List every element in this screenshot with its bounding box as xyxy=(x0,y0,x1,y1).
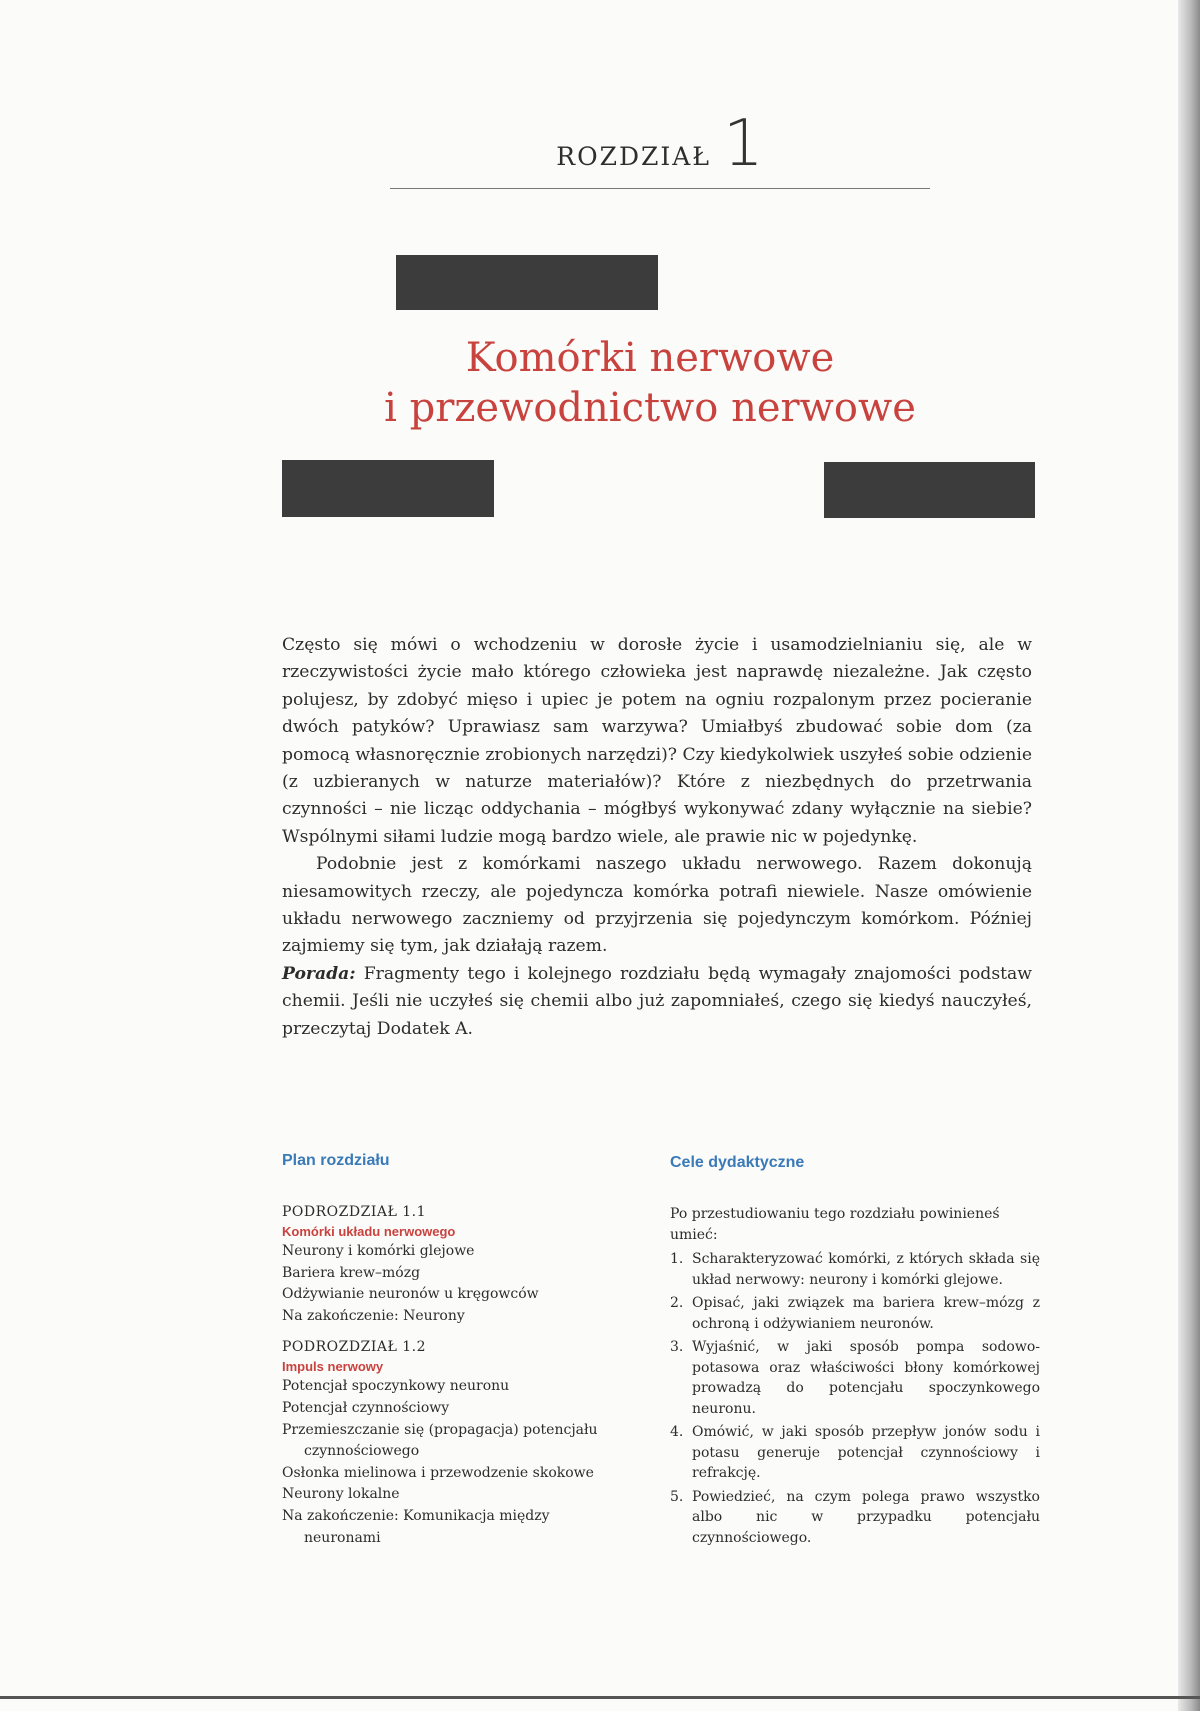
section-topics xyxy=(282,1376,622,1549)
goals-heading: Cele dydaktyczne xyxy=(670,1154,805,1171)
plan-item: Neurony i komórki glejowe xyxy=(282,1243,475,1259)
tip-text: Fragmenty tego i kolejnego rozdziału będą wymagały znajomości podstaw chemii. Jeśli nie uczyłeś się chemii albo już zapomniałeś, czego się kiedyś nauczyłeś, przeczytaj Dodatek A. xyxy=(282,963,1032,1039)
page-edge-shadow xyxy=(1178,0,1200,1711)
intro-paragraph-1: Często się mówi o wchodzeniu w dorosłe życie i usamodzielnianiu się, ale w rzeczywistości życie mało którego człowieka jest naprawdę niezależne. Jak często polujesz, by zdobyć mięso i upiec je potem na ogniu rozpalonym przez pocieranie dwóch patyków? Uprawiasz sam warzywa? Umiałbyś zbudować sobie dom (za pomocą własnoręcznie zrobionych narzędzi)? Czy kiedykolwiek uszyłeś sobie odzienie (z uzbieranych w naturze materiałów)? Które z niezbędnych do przetrwania czynności – nie licząc oddychania – mógłbyś wykonywać zdany wyłącznie na siebie? Wspólnymi siłami ludzie mogą bardzo wiele, ale prawie nic w pojedynkę. xyxy=(282,635,1032,847)
redaction-block-left xyxy=(282,460,494,517)
goal-text: Wyjaśnić, w jaki sposób pompa sodowo-potasowa oraz właściwości błony komórkowej prowadzą do potencjału spoczynkowego neuronu. xyxy=(692,1339,1040,1417)
goals-list xyxy=(670,1249,1040,1548)
goal-number: 1. xyxy=(670,1251,684,1267)
section-label: PODROZDZIAŁ 1.2 xyxy=(282,1339,427,1356)
plan-heading: Plan rozdziału xyxy=(282,1152,390,1169)
section-title: Impuls nerwowy xyxy=(282,1359,384,1375)
chapter-label: ROZDZIAŁ xyxy=(556,142,712,171)
intro-paragraph-2: Podobnie jest z komórkami naszego układu nerwowego. Razem dokonują niesamowitych rzeczy, ale pojedyncza komórka potrafi niewiele. Nasze omówienie układu nerwowego zaczniemy od przyjrzenia się pojedynczym komórkom. Później zajmiemy się tym, jak działają razem. xyxy=(282,854,1032,957)
intro-text xyxy=(282,632,1032,1043)
redaction-block-right xyxy=(824,462,1035,518)
goal-item xyxy=(670,1249,1040,1290)
plan-item: Na zakończenie: Komunikacja między neuronami xyxy=(282,1507,550,1546)
section-label: PODROZDZIAŁ 1.1 xyxy=(282,1204,427,1220)
chapter-title-line-1: Komórki nerwowe xyxy=(465,335,835,381)
learning-goals xyxy=(670,1154,1040,1551)
goals-intro: Po przestudiowaniu tego rozdziału powinieneś umieć: xyxy=(670,1206,1000,1243)
goal-item xyxy=(670,1337,1040,1419)
plan-item: Osłonka mielinowa i przewodzenie skokowe xyxy=(282,1464,594,1481)
chapter-heading xyxy=(390,107,930,181)
chapter-rule xyxy=(390,188,930,189)
section-topics xyxy=(282,1241,622,1327)
intro-tip xyxy=(282,961,1032,1043)
plan-item: Bariera krew–mózg xyxy=(282,1264,421,1281)
plan-item: Neurony lokalne xyxy=(282,1486,400,1503)
goal-number: 5. xyxy=(670,1488,684,1505)
goal-item xyxy=(670,1293,1040,1334)
goal-text: Scharakteryzować komórki, z których składa się układ nerwowy: neurony i komórki glejowe. xyxy=(692,1251,1040,1288)
goal-number: 2. xyxy=(670,1295,684,1311)
plan-item: Przemieszczanie się (propagacja) potencjału czynnościowego xyxy=(282,1421,598,1460)
goal-text: Omówić, w jaki sposób przepływ jonów sodu i potasu generuje potencjał czynnościowy i refrakcję. xyxy=(692,1424,1040,1481)
goal-item xyxy=(670,1422,1040,1484)
goal-number: 3. xyxy=(670,1339,684,1355)
goal-item xyxy=(670,1487,1040,1549)
redaction-block-top xyxy=(396,255,658,310)
scan-bottom-edge xyxy=(0,1696,1200,1699)
plan-item: Na zakończenie: Neurony xyxy=(282,1307,465,1324)
chapter-plan xyxy=(282,1152,622,1559)
plan-item: Potencjał spoczynkowy neuronu xyxy=(282,1378,510,1395)
chapter-title xyxy=(250,333,1050,433)
goal-text: Powiedzieć, na czym polega prawo wszystko albo nic w przypadku potencjału czynnościowego. xyxy=(692,1488,1040,1546)
plan-item: Potencjał czynnościowy xyxy=(282,1399,450,1416)
section-title: Komórki układu nerwowego xyxy=(282,1224,456,1239)
chapter-number: 1 xyxy=(723,107,764,181)
chapter-title-line-2: i przewodnictwo nerwowe xyxy=(384,385,916,431)
goal-number: 4. xyxy=(670,1424,684,1440)
tip-label: Porada: xyxy=(282,963,356,984)
goal-text: Opisać, jaki związek ma bariera krew–mózg z ochroną i odżywianiem neuronów. xyxy=(692,1295,1040,1332)
plan-item: Odżywianie neuronów u kręgowców xyxy=(282,1286,539,1303)
